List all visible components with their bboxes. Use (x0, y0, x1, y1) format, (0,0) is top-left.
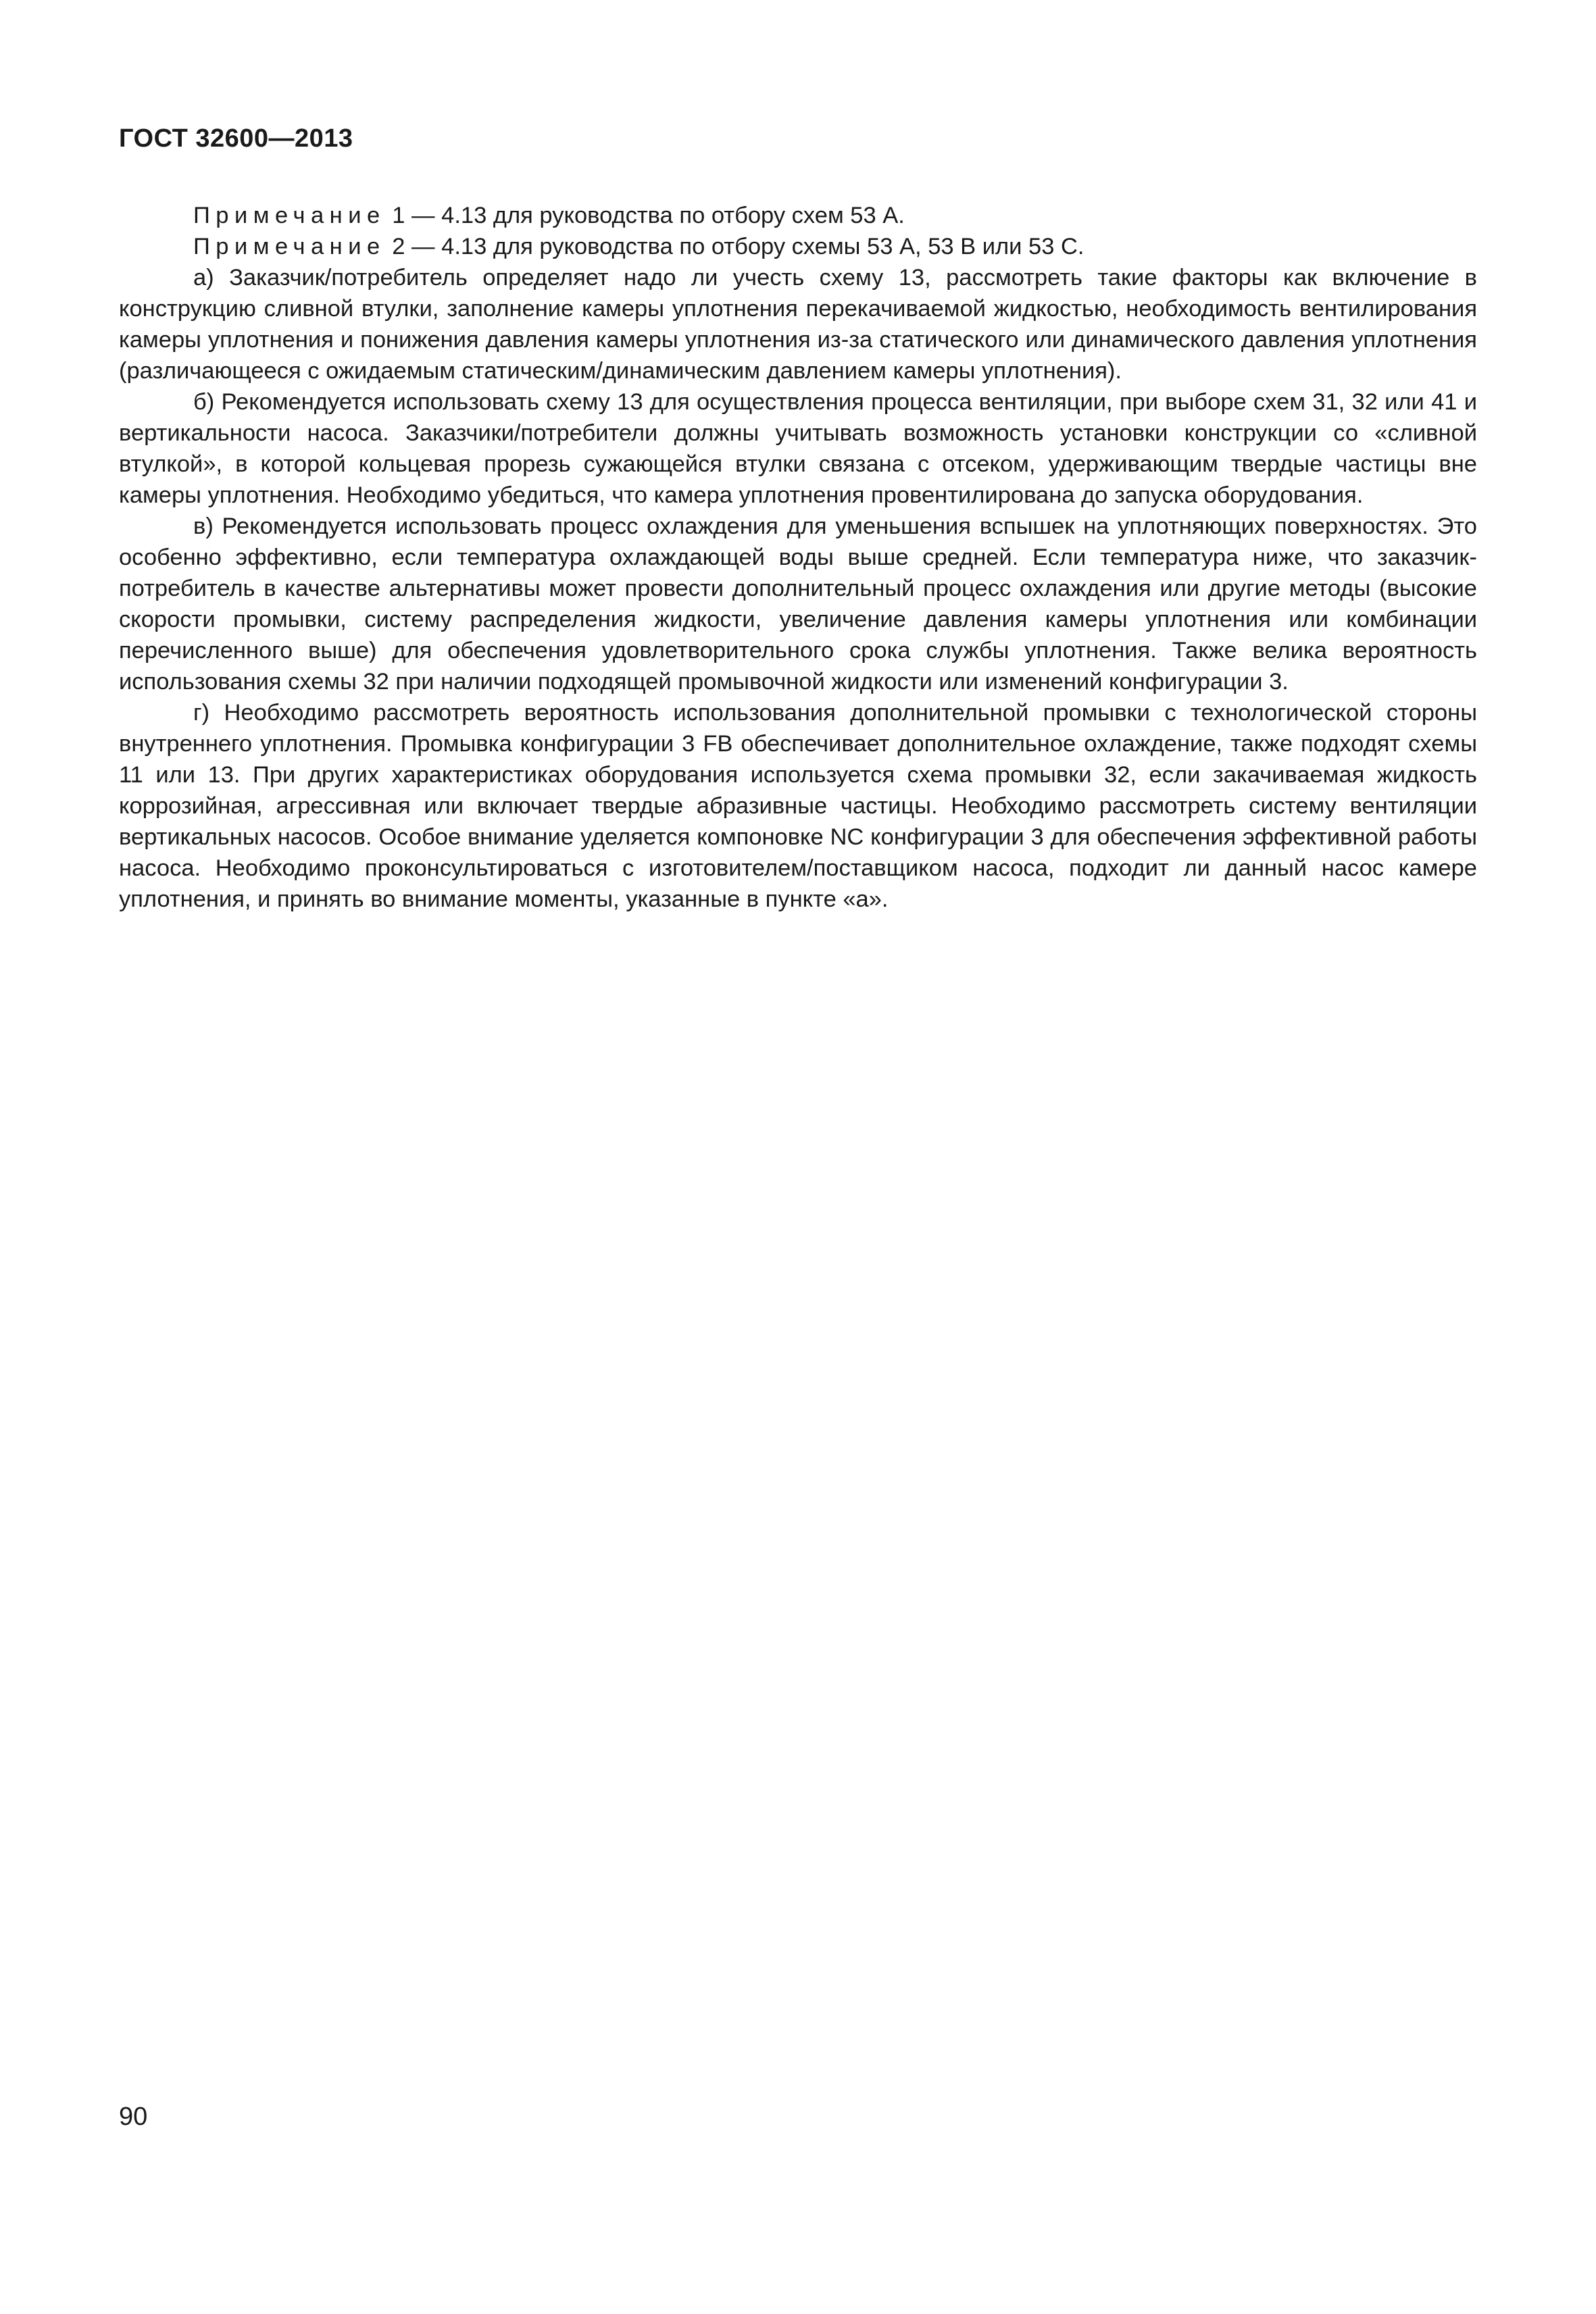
paragraph-g: г) Необходимо рассмотреть вероятность использования дополнительной промывки с технологической стороны внутреннего уплотнения. Промывка конфигурации 3 FB обеспечивает дополнительное охлаждение, также подходят схемы 11 или 13. При других характеристиках оборудования используется схема промывки 32, если закачиваемая жидкость коррозийная, агрессивная или включает твердые абразивные частицы. Необходимо рассмотреть систему вентиляции вертикальных насосов. Особое внимание уделяется компоновке NC конфигурации 3 для обеспечения эффективной работы насоса. Необходимо проконсультироваться с изготовителем/поставщиком насоса, подходит ли данный насос камере уплотнения, и принять во внимание моменты, указанные в пункте «а». (119, 700, 1477, 912)
paragraph-v: в) Рекомендуется использовать процесс охлаждения для уменьшения вспышек на уплотняющих поверхностях. Это особенно эффективно, если температура охлаждающей воды выше средней. Если температура ниже, что заказчик-потребитель в качестве альтернативы может провести дополнительный процесс охлаждения или другие методы (высокие скорости промывки, систему распределения жидкости, увеличение давления камеры уплотнения или комбинации перечисленного выше) для обеспечения удовлетворительного срока службы уплотнения. Также велика вероятность использования схемы 32 при наличии подходящей промывочной жидкости или изменений конфигурации 3. (119, 513, 1477, 695)
note-text: 2 — 4.13 для руководства по отбору схемы 53 А, 53 В или 53 С. (385, 234, 1084, 259)
note-1 (119, 200, 1477, 231)
page-number: 90 (119, 2103, 148, 2131)
note-2 (119, 231, 1477, 262)
paragraph-b: б) Рекомендуется использовать схему 13 для осуществления процесса вентиляции, при выборе схем 31, 32 или 41 и вертикальности насоса. Заказчики/потребители должны учитывать возможность установки конструкции со «сливной втулкой», в которой кольцевая прорезь сужающейся втулки связана с отсеком, удерживающим твердые частицы вне камеры уплотнения. Необходимо убедиться, что камера уплотнения провентилирована до запуска оборудования. (119, 389, 1477, 508)
standard-header: ГОСТ 32600—2013 (119, 124, 353, 153)
document-body (119, 200, 1477, 915)
paragraph-a: а) Заказчик/потребитель определяет надо ли учесть схему 13, рассмотреть такие факторы как включение в конструкцию сливной втулки, заполнение камеры уплотнения перекачиваемой жидкостью, необходимость вентилирования камеры уплотнения и понижения давления камеры уплотнения из-за статического или динамического давления уплотнения (различающееся с ожидаемым статическим/динамическим давлением камеры уплотнения). (119, 265, 1477, 384)
note-label: Примечание (193, 234, 386, 259)
note-label: Примечание (193, 203, 386, 228)
note-text: 1 — 4.13 для руководства по отбору схем 53 А. (385, 203, 905, 228)
